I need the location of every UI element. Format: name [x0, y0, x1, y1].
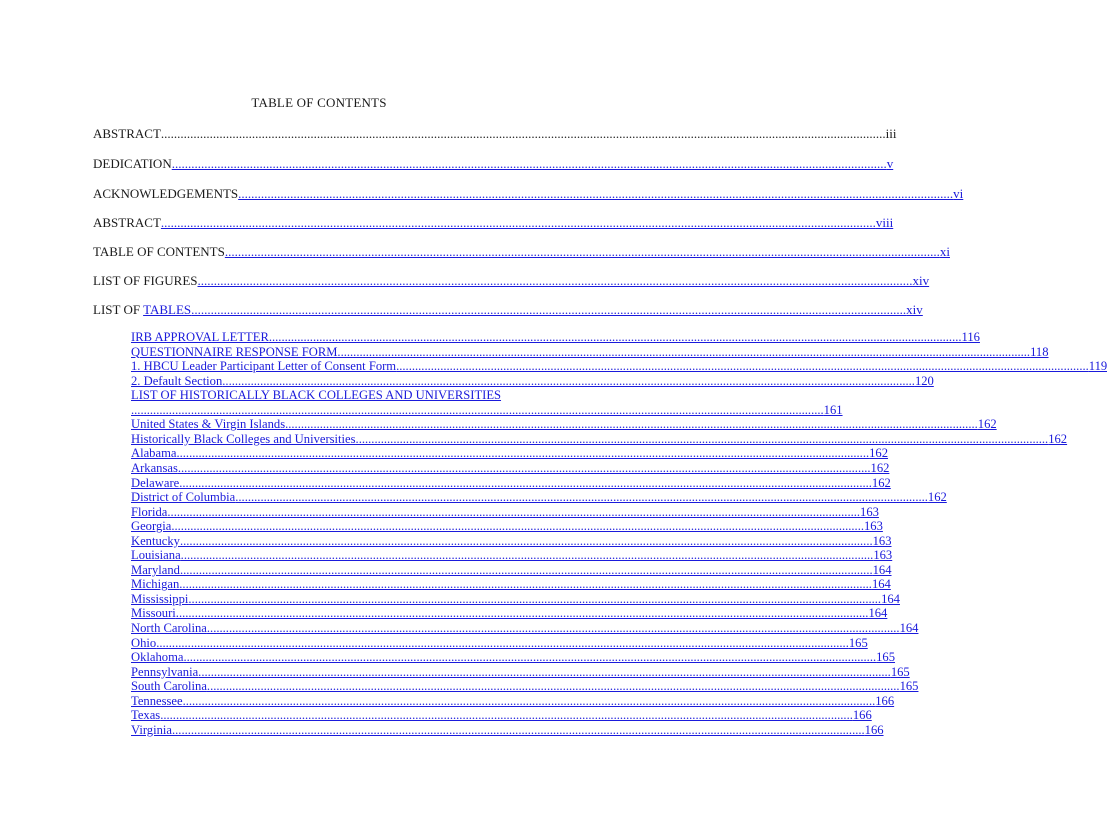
toc-entry-label: 2. Default Section [131, 373, 223, 388]
toc-entry-page[interactable]: vi [953, 186, 964, 201]
toc-entry-page[interactable]: 161 [823, 402, 843, 417]
toc-entry-label: Tennessee [131, 693, 183, 708]
toc-appendix-link[interactable] [131, 650, 896, 665]
toc-appendix-link[interactable] [131, 431, 1068, 446]
toc-entry-page[interactable]: 166 [852, 708, 872, 723]
toc-entry-leader: ............................................................................................................................................................................................................................ [160, 126, 876, 141]
toc-entry-leader: ............................................................................................................................................................................................................................ [172, 722, 865, 737]
toc-entry-label: Michigan [131, 577, 180, 592]
toc-appendix-link[interactable] [131, 533, 892, 548]
toc-entry-page[interactable]: 163 [860, 504, 879, 519]
toc-entry[interactable] [93, 186, 964, 202]
toc-entry-page[interactable]: 119 [1088, 359, 1107, 374]
toc-appendix-link-continued[interactable] [131, 402, 843, 417]
toc-appendix-link[interactable] [131, 490, 947, 505]
toc-entry-page[interactable]: 162 [1048, 431, 1068, 446]
toc-entry-page[interactable]: 164 [881, 591, 900, 606]
toc-entry-label: Historically Black Colleges and Universities [131, 431, 356, 446]
toc-entry-label [93, 302, 191, 318]
toc-entry-label: Mississippi [131, 591, 189, 606]
toc-entry-page[interactable]: 164 [872, 562, 892, 577]
toc-entry-label: Louisiana [131, 548, 181, 563]
toc-entry-leader: ............................................................................................................................................................................................................................ [268, 330, 962, 344]
toc-entry-page[interactable]: xiv [906, 302, 923, 317]
toc-entry-page[interactable]: xi [939, 244, 950, 259]
toc-entry-label: Virginia [131, 722, 172, 737]
toc-appendix-link[interactable] [131, 664, 910, 679]
toc-entry-page[interactable]: xiv [912, 273, 930, 288]
toc-entry-page[interactable]: 164 [899, 621, 919, 635]
toc-entry-leader: ............................................................................................................................................................................................................................ [171, 519, 864, 534]
toc-entry-leader: ............................................................................................................................................................................................................................ [235, 490, 928, 505]
toc-entry-leader: ............................................................................................................................................................................................................................ [180, 548, 874, 563]
toc-appendix-link[interactable] [131, 708, 872, 723]
toc-entry-label: Ohio [131, 635, 157, 650]
toc-entry-leader: ............................................................................................................................................................................................................................ [355, 431, 1049, 446]
toc-entry-page[interactable]: viii [875, 215, 894, 230]
toc-entry-page[interactable]: 166 [864, 722, 884, 737]
toc-entry-leader: ............................................................................................................................................................................................................................ [337, 344, 1031, 359]
toc-entry-page[interactable]: 120 [914, 373, 934, 388]
toc-entry-leader: ............................................................................................................................................................................................................................ [183, 650, 877, 665]
toc-entry-page[interactable]: 165 [876, 650, 896, 665]
toc-appendix-link[interactable] [131, 359, 1107, 374]
toc-appendix-link[interactable] [131, 475, 891, 490]
toc-entry-page[interactable]: 164 [868, 606, 888, 621]
toc-entry-page[interactable]: 165 [899, 679, 919, 694]
toc-entry-leader: ............................................................................................................................................................................................................................ [222, 373, 915, 388]
toc-entry-leader: ............................................................................................................................................................................................................................ [197, 273, 913, 288]
toc-entry [93, 126, 897, 142]
toc-entry-page[interactable]: 163 [873, 548, 893, 563]
toc-entry-page[interactable]: 163 [872, 533, 892, 548]
toc-entry[interactable] [93, 302, 923, 318]
page-title: TABLE OF CONTENTS [251, 95, 387, 110]
toc-appendix-link[interactable] [131, 417, 997, 432]
toc-entry-label: Florida [131, 504, 168, 519]
toc-entry-leader: ............................................................................................................................................................................................................................ [177, 460, 871, 475]
toc-entry-label: ABSTRACT [93, 215, 161, 230]
toc-entry-label: Delaware [131, 475, 180, 490]
toc-entry-leader: ............................................................................................................................................................................................................................ [191, 302, 907, 317]
toc-entry-label: ABSTRACT [93, 126, 161, 141]
toc-entry-label-prefix: LIST OF [93, 302, 144, 317]
toc-entry-page[interactable]: 165 [890, 664, 910, 679]
toc-entry-label: Oklahoma [131, 650, 184, 665]
toc-entry-leader: ............................................................................................................................................................................................................................ [188, 591, 882, 606]
toc-appendix-link[interactable] [131, 693, 895, 708]
toc-entry-label: DEDICATION [93, 156, 172, 171]
toc-entry-page[interactable]: 166 [875, 693, 895, 708]
toc-entry-leader: ............................................................................................................................................................................................................................ [176, 446, 870, 461]
toc-appendix-link[interactable] [131, 577, 891, 592]
toc-entry-label: ACKNOWLEDGEMENTS [93, 186, 239, 201]
toc-appendix-link[interactable] [131, 606, 888, 621]
toc-entry-leader: ............................................................................................................................................................................................................................ [179, 577, 872, 592]
toc-entry-label: QUESTIONNAIRE RESPONSE FORM [131, 344, 338, 359]
toc-entry-label: Alabama [131, 446, 177, 461]
toc-entry-leader: ............................................................................................................................................................................................................................ [156, 635, 849, 650]
toc-entry-leader: ............................................................................................................................................................................................................................ [198, 664, 891, 679]
toc-entry-leader: ............................................................................................................................................................................................................................ [179, 533, 873, 548]
toc-entry-leader: ............................................................................................................................................................................................................................ [285, 417, 978, 432]
toc-entry[interactable] [93, 156, 894, 172]
toc-appendix-link[interactable] [131, 460, 890, 475]
toc-entry-leader: ............................................................................................................................................................................................................................ [171, 156, 887, 171]
toc-entry-leader: ............................................................................................................................................................................................................................ [206, 679, 900, 694]
toc-entry-label: Missouri [131, 606, 176, 621]
toc-entry-label: Georgia [131, 519, 172, 534]
toc-entry-page[interactable]: 164 [871, 577, 891, 592]
toc-appendix-link[interactable] [131, 621, 919, 635]
toc-entry-page[interactable]: 165 [848, 635, 868, 650]
toc-entry-leader: ............................................................................................................................................................................................................................ [396, 359, 1089, 374]
toc-entry-leader: ............................................................................................................................................................................................................................ [224, 244, 940, 259]
toc-appendix-link[interactable] [131, 344, 1049, 359]
toc-entry-label: North Carolina [131, 621, 207, 635]
toc-entry-label: South Carolina [131, 679, 207, 694]
toc-entry[interactable] [93, 273, 930, 289]
toc-appendix-link[interactable] [131, 591, 900, 606]
toc-entry-leader: ............................................................................................................................................................................................................................ [179, 562, 873, 577]
toc-entry-page[interactable]: 162 [869, 446, 889, 461]
toc-entry-label: United States & Virgin Islands [131, 417, 286, 432]
toc-entry-label: Pennsylvania [131, 664, 199, 679]
toc-entry-leader: ............................................................................................................................................................................................................................ [160, 708, 853, 723]
toc-entry-leader: ............................................................................................................................................................................................................................ [160, 215, 876, 230]
toc-entry-label: District of Columbia [131, 490, 236, 505]
toc-entry-leader: ............................................................................................................................................................................................................................ [179, 475, 872, 490]
toc-entry-page[interactable]: 162 [977, 417, 997, 432]
toc-entry-page[interactable]: v [886, 156, 894, 171]
toc-appendix-link[interactable] [131, 562, 892, 577]
toc-entry-label: Texas [131, 708, 161, 723]
toc-entry-label: Arkansas [131, 460, 178, 475]
toc-entry-label: 1. HBCU Leader Participant Letter of Consent Form [131, 359, 397, 374]
toc-entry-leader: ............................................................................................................................................................................................................................ [131, 402, 824, 417]
toc-appendix-link[interactable]: LIST OF HISTORICALLY BLACK COLLEGES AND UNIVERSITIES [131, 388, 502, 403]
toc-entry-page[interactable]: 162 [870, 460, 890, 475]
toc-entry-leader: ............................................................................................................................................................................................................................ [238, 186, 954, 201]
toc-appendix-link[interactable] [131, 635, 868, 650]
toc-appendix-link[interactable] [131, 722, 884, 737]
toc-appendix-link[interactable] [131, 548, 893, 563]
toc-entry-label: TABLE OF CONTENTS [93, 244, 225, 259]
toc-entry-page[interactable]: 118 [1030, 344, 1049, 359]
toc-entry-page[interactable]: 162 [871, 475, 891, 490]
toc-entry-page[interactable]: 162 [927, 490, 947, 505]
toc-appendix-link[interactable] [131, 504, 879, 519]
toc-entry-leader: ............................................................................................................................................................................................................................ [206, 621, 900, 635]
toc-entry[interactable] [93, 244, 950, 260]
toc-entry-leader: ............................................................................................................................................................................................................................ [175, 606, 869, 621]
toc-appendix-link[interactable] [131, 519, 883, 534]
toc-appendix-link[interactable] [131, 330, 980, 344]
toc-appendix-link[interactable] [131, 679, 919, 694]
toc-entry-leader: ............................................................................................................................................................................................................................ [182, 693, 876, 708]
toc-entry-page: ...iii [875, 126, 897, 141]
toc-entry-link[interactable]: TABLES [143, 302, 192, 317]
toc-entry-label: LIST OF FIGURES [93, 273, 198, 288]
toc-entry-page[interactable]: 116 [961, 330, 980, 344]
toc-appendix-link[interactable] [131, 373, 934, 388]
toc-entry-label: Maryland [131, 562, 180, 577]
toc-appendix-link[interactable] [131, 446, 889, 461]
toc-entry-label: IRB APPROVAL LETTER [131, 330, 269, 344]
toc-entry-label: Kentucky [131, 533, 180, 548]
toc-entry[interactable] [93, 215, 894, 231]
toc-entry-page[interactable]: 163 [864, 519, 883, 534]
toc-entry-leader: ............................................................................................................................................................................................................................ [167, 504, 861, 519]
